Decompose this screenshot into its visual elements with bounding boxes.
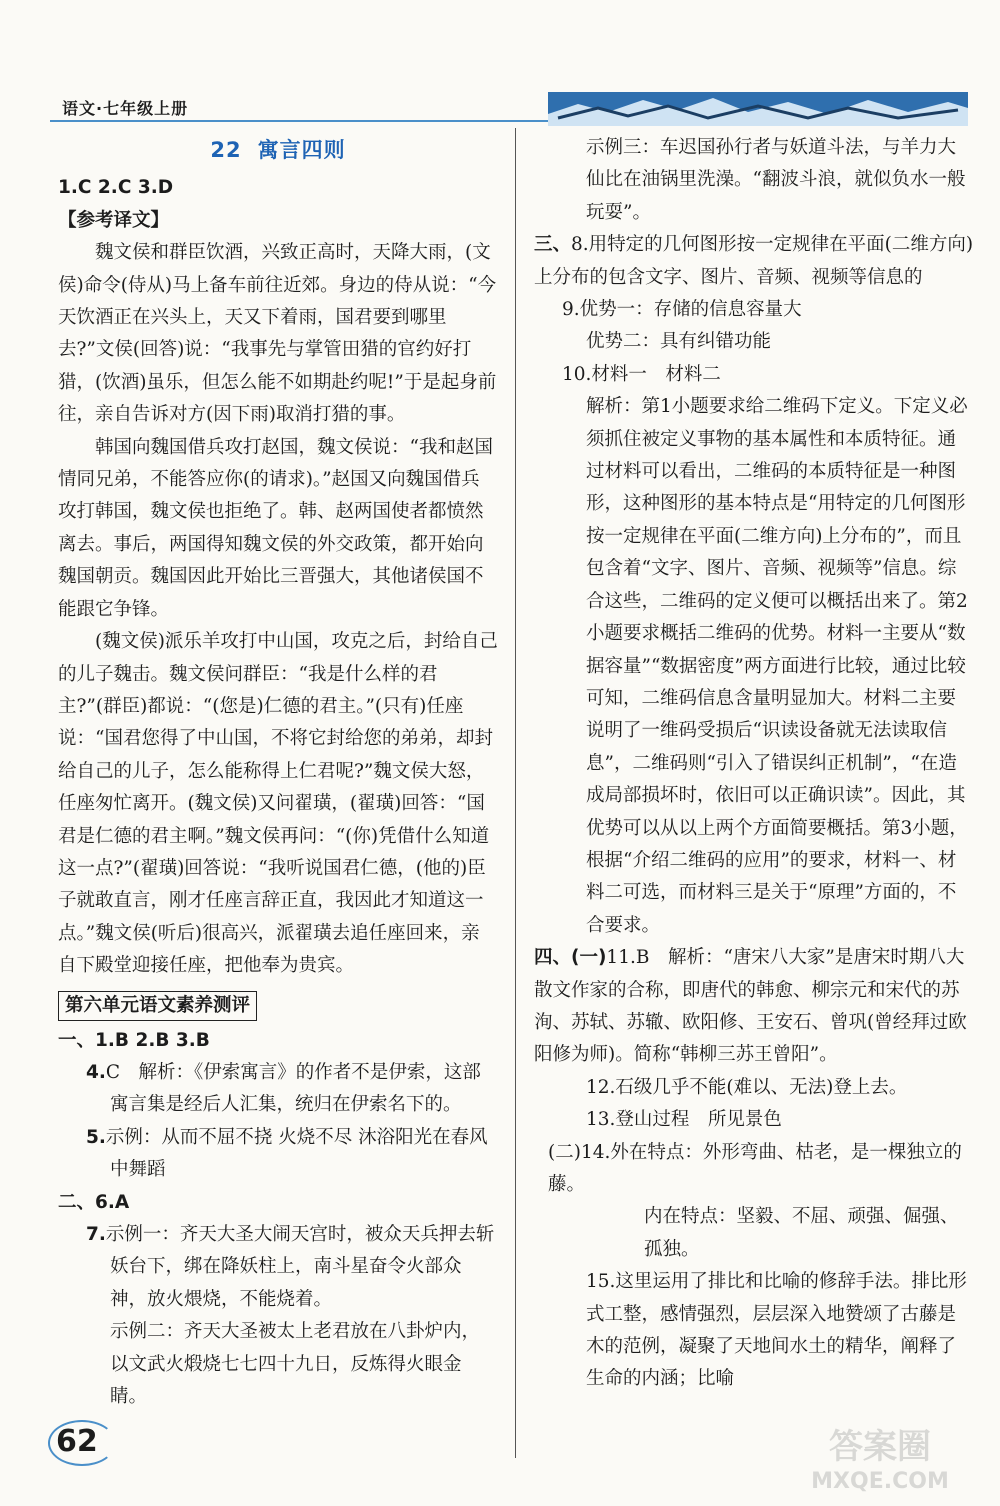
- reference-translation-heading: 【参考译文】: [58, 209, 170, 231]
- question-14-text: 14.外在特点：外形弯曲、枯老，是一棵独立的藤。: [548, 1141, 962, 1195]
- question-14-inner: 内在特点：坚毅、不屈、顽强、倔强、孤独。: [644, 1206, 959, 1260]
- book-title: 语文·七年级上册: [62, 99, 189, 118]
- question-6: 6.A: [95, 1191, 130, 1213]
- section-4b-label: (二): [548, 1141, 581, 1163]
- question-7-example-1: 示例一：齐天大圣大闹天宫时，被众天兵押去斩妖台下，绑在降妖柱上，南斗星奋令火部众神，放火煨烧，不能烧着。: [105, 1224, 495, 1310]
- question-8-text: 8.用特定的几何图形按一定规律在平面(二维方向)上分布的包含文字、图片、音频、视频等信息的: [534, 234, 974, 288]
- translation-paragraph-2: 韩国向魏国借兵攻打赵国，魏文侯说：“我和赵国情同兄弟，不能答应你(的请求)。”赵国又向魏国借兵攻打韩国，魏文侯也拒绝了。韩、赵两国使者都愤然离去。事后，两国得知魏文侯的外交政策，都开始向魏国朝贡。魏国因此开始比三晋强大，其他诸侯国不能跟它争锋。: [58, 436, 493, 620]
- question-4-number: 4.: [86, 1061, 106, 1083]
- watermark-logo: [780, 1418, 980, 1498]
- question-7-number: 7.: [86, 1224, 106, 1245]
- header-rule: [50, 120, 550, 122]
- section-2-answers: [58, 1187, 498, 1219]
- section-4-label: 四、(一): [534, 947, 607, 969]
- question-11-text: 11.B 解析：“唐宋八大家”是唐宋时期八大散文作家的合称，即唐代的韩愈、柳宗元和宋代的苏洵、苏轼、苏辙、欧阳修、王安石、曾巩(曾经拜过欧阳修为师)。简称“韩柳三苏王曾阳”。: [534, 947, 967, 1066]
- question-15: 15.这里运用了排比和比喻的修辞手法。排比形式工整，感情强烈，层层深入地赞颂了古藤是木的范例，凝聚了天地间水土的精华，阐释了生命的内涵；比喻: [586, 1271, 967, 1390]
- chapter-heading: [58, 134, 498, 166]
- section-1-label: 一、: [58, 1029, 96, 1051]
- question-5: [58, 1122, 498, 1187]
- section-1-answers: [58, 1025, 498, 1057]
- question-7: [58, 1219, 498, 1316]
- header-decoration: [548, 92, 968, 126]
- question-4-text: C 解析：《伊索寓言》的作者不是伊索，这部寓言集是经后人汇集，统归在伊索名下的。: [105, 1061, 481, 1116]
- translation-paragraph-3: (魏文侯)派乐羊攻打中山国，攻克之后，封给自己的儿子魏击。魏文侯问群臣：“我是什么样的君主?”(群臣)都说：“(您是)仁德的君主。”(只有)任座说：“国君您得了中山国，不将它封给您的弟弟，却封给自己的儿子，怎么能称得上仁君呢?”魏文侯大怒，任座匆忙离开。(魏文侯)又问翟璜，(翟璜)回答：“国君是仁德的君主啊。”魏文侯再问：“(你)凭借什么知道这一点?”(翟璜)回答说：“我听说国君仁德，(他的)臣子就敢直言，刚才任座言辞正直，我因此才知道这一点。”魏文侯(听后)很高兴，派翟璜去追任座回来，亲自下殿堂迎接任座，把他奉为贵宾。: [58, 631, 498, 977]
- question-9: 9.优势一：存储的信息容量大: [562, 299, 802, 321]
- page-header: [0, 0, 1000, 132]
- question-9-advantage-2: 优势二：具有纠错功能: [586, 331, 772, 353]
- question-12: 12.石级几乎不能(难以、无法)登上去。: [586, 1076, 908, 1098]
- question-13: 13.登山过程 所见景色: [586, 1109, 782, 1131]
- answers-1-3: 1.C 2.C 3.D: [58, 177, 174, 199]
- question-11: [534, 942, 974, 1072]
- section-2-label: 二、: [58, 1191, 96, 1213]
- watermark-bottom: MXQE.COM: [811, 1469, 949, 1494]
- question-10: 10.材料一 材料二: [562, 363, 721, 385]
- right-column: [534, 132, 974, 1396]
- section-3-label: 三、: [534, 234, 572, 256]
- question-7-example-2: 示例二：齐天大圣被太上老君放在八卦炉内，以文武火煅烧七七四十九日，反炼得火眼金睛。: [110, 1321, 481, 1408]
- question-14: [534, 1137, 974, 1202]
- left-column: [58, 132, 498, 1413]
- watermark-top: 答案圈: [829, 1427, 931, 1467]
- page-number: 62: [56, 1424, 98, 1459]
- chapter-number: 22: [210, 138, 242, 162]
- section-1-answer-text: 1.B 2.B 3.B: [95, 1029, 210, 1051]
- question-4: [58, 1057, 498, 1122]
- column-divider: [515, 128, 516, 1458]
- unit-test-title: 第六单元语文素养测评: [58, 991, 257, 1021]
- question-7-example-3: 示例三：车迟国孙行者与妖道斗法，与羊力大仙比在油锅里洗澡。“翻波斗浪，就似负水一般玩耍”。: [586, 137, 966, 223]
- question-8: [534, 229, 974, 294]
- chapter-title: 寓言四则: [257, 138, 346, 162]
- translation-paragraph-1: 魏文侯和群臣饮酒，兴致正高时，天降大雨，(文侯)命令(侍从)马上备车前往近郊。身边的侍从说：“今天饮酒正在兴头上，天又下着雨，国君要到哪里去?”文侯(回答)说：“我事先与掌管田猎的官约好打猎，(饮酒)虽乐，但怎么能不如期赴约呢!”于是起身前往，亲自告诉对方(因下雨)取消打猎的事。: [58, 242, 497, 426]
- question-5-number: 5.: [86, 1126, 106, 1148]
- question-10-analysis: 解析：第1小题要求给二维码下定义。下定义必须抓住被定义事物的基本属性和本质特征。通过材料可以看出，二维码的本质特征是一种图形，这种图形的基本特点是“用特定的几何图形按一定规律在平面(二维方向)上分布的”，而且包含着“文字、图片、音频、视频等”信息。综合这些，二维码的定义便可以概括出来了。第2小题要求概括二维码的优势。材料一主要从“数据容量”“数据密度”两方面进行比较，通过比较可知，二维码信息含量明显加大。材料二主要说明了一维码受损后“识读设备就无法读取信息”，二维码则“引入了错误纠正机制”，“在造成局部损坏时，依旧可以正确识读”。因此，其优势可以从以上两个方面简要概括。第3小题，根据“介绍二维码的应用”的要求，材料一、材料二可选，而材料三是关于“原理”方面的，不合要求。: [586, 396, 968, 936]
- question-5-text: 示例：从而不屈不挠 火烧不尽 沐浴阳光在春风中舞蹈: [105, 1126, 488, 1181]
